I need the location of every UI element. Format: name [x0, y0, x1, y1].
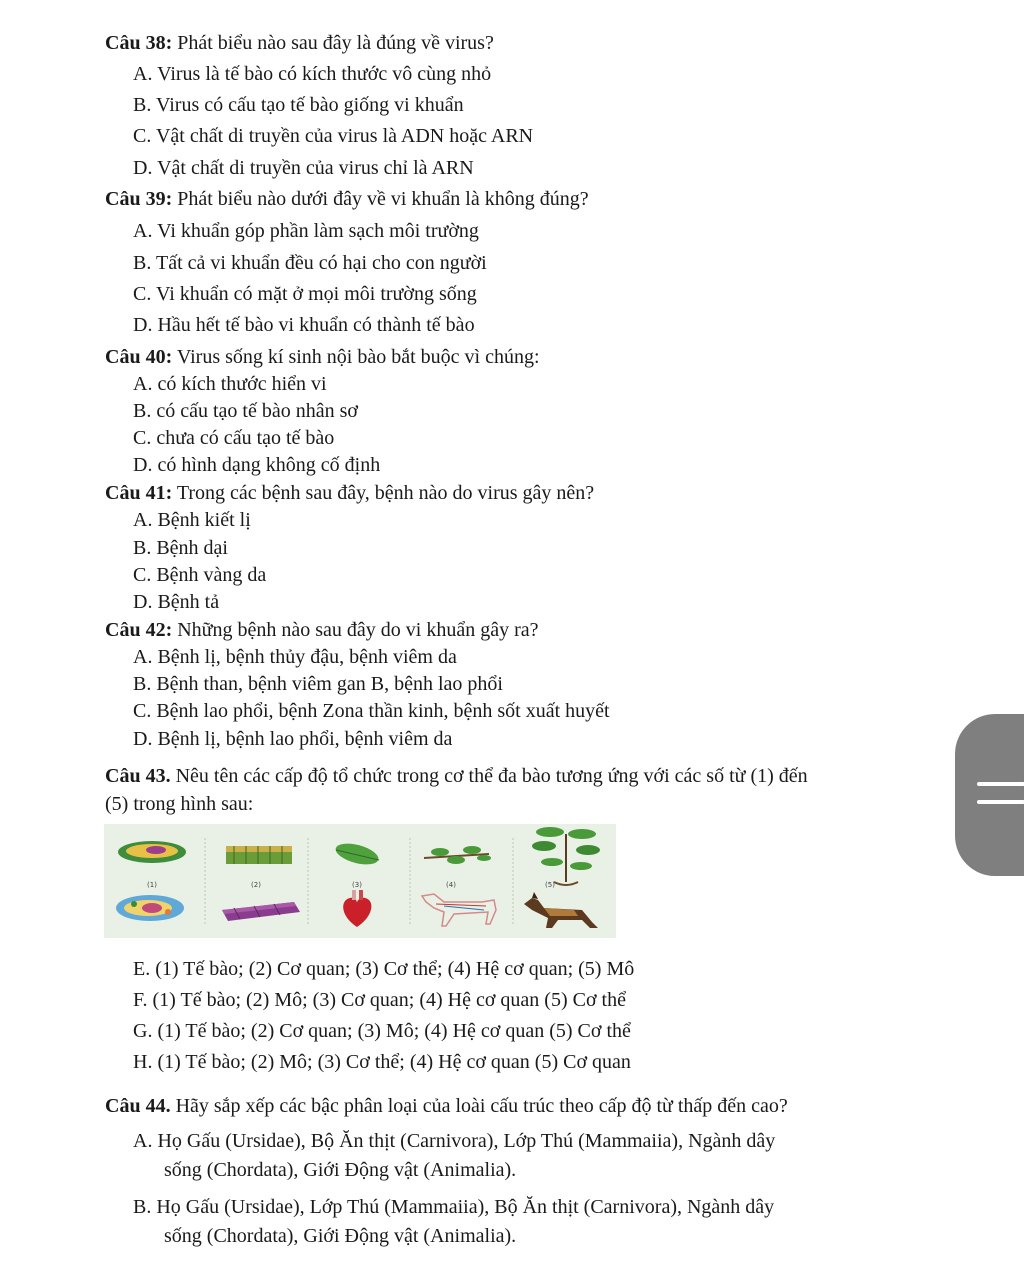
question-40 [105, 346, 540, 369]
leaf-icon [333, 840, 380, 869]
figure-label-5: (5) [545, 881, 555, 889]
question-text: Virus sống kí sinh nội bào bắt buộc vì chúng: [172, 346, 540, 368]
answer-option: B. Bệnh dại [133, 537, 228, 559]
dog-icon [524, 892, 598, 928]
answer-option: D. có hình dạng không cố định [133, 454, 381, 476]
question-text: Hãy sắp xếp các bậc phân loại của loài cấu trúc theo cấp độ từ thấp đến cao? [170, 1095, 788, 1117]
question-39 [105, 188, 589, 211]
question-text: Phát biểu nào sau đây là đúng về virus? [172, 32, 494, 54]
answer-option: E. (1) Tế bào; (2) Cơ quan; (3) Cơ thể; (4) Hệ cơ quan; (5) Mô [133, 958, 635, 980]
answer-option: C. Vi khuẩn có mặt ở mọi môi trường sống [133, 283, 477, 305]
answer-option: F. (1) Tế bào; (2) Mô; (3) Cơ quan; (4) Hệ cơ quan (5) Cơ thể [133, 989, 626, 1011]
question-text: Phát biểu nào dưới đây về vi khuẩn là không đúng? [172, 188, 589, 210]
figure-label-1: (1) [147, 881, 157, 889]
question-text: Nêu tên các cấp độ tổ chức trong cơ thể đa bào tương ứng với các số từ (1) đến [170, 765, 808, 787]
answer-option-line: sống (Chordata), Giới Động vật (Animalia). [164, 1225, 517, 1247]
organization-levels-figure [104, 824, 616, 938]
heart-icon [343, 890, 371, 927]
answer-option: D. Vật chất di truyền của virus chỉ là ARN [133, 157, 474, 179]
answer-option: C. Bệnh vàng da [133, 564, 267, 586]
answer-option: B. Tất cả vi khuẩn đều có hại cho con người [133, 252, 487, 274]
question-38 [105, 32, 494, 55]
question-label: Câu 41: [105, 482, 173, 504]
answer-option: C. Vật chất di truyền của virus là ADN hoặc ARN [133, 125, 534, 147]
question-label: Câu 44. [105, 1095, 171, 1117]
answer-option: A. Vi khuẩn góp phần làm sạch môi trường [133, 220, 479, 242]
question-label: Câu 42: [105, 619, 173, 641]
answer-option-line: B. Họ Gấu (Ursidae), Lớp Thú (Mammaiia), Bộ Ăn thịt (Carnivora), Ngành dây [133, 1196, 775, 1218]
dog-organ-system-icon [422, 894, 496, 926]
answer-option: B. Bệnh than, bệnh viêm gan B, bệnh lao phổi [133, 673, 503, 695]
answer-option: A. có kích thước hiển vi [133, 373, 327, 395]
plant-shoot-icon [424, 846, 491, 864]
handle-grip-line [977, 800, 1024, 804]
answer-option: D. Bệnh lị, bệnh lao phổi, bệnh viêm da [133, 728, 453, 750]
scroll-handle[interactable] [955, 714, 1024, 876]
answer-option: G. (1) Tế bào; (2) Cơ quan; (3) Mô; (4) Hệ cơ quan (5) Cơ thể [133, 1020, 631, 1042]
question-44 [105, 1095, 788, 1118]
answer-option: C. Bệnh lao phổi, bệnh Zona thần kinh, bệnh sốt xuất huyết [133, 700, 610, 722]
answer-option: B. có cấu tạo tế bào nhân sơ [133, 400, 358, 422]
question-text: Những bệnh nào sau đây do vi khuẩn gây ra? [172, 619, 539, 641]
answer-option-line: sống (Chordata), Giới Động vật (Animalia). [164, 1159, 517, 1181]
answer-option: D. Hầu hết tế bào vi khuẩn có thành tế bào [133, 314, 475, 336]
answer-option: A. Bệnh lị, bệnh thủy đậu, bệnh viêm da [133, 646, 457, 668]
question-42 [105, 619, 539, 642]
question-label: Câu 43. [105, 765, 171, 787]
plant-cell-icon [118, 841, 186, 863]
figure-label-4: (4) [446, 881, 456, 889]
muscle-tissue-icon [222, 902, 300, 921]
answer-option: D. Bệnh tả [133, 591, 220, 613]
answer-option: A. Virus là tế bào có kích thước vô cùng nhỏ [133, 63, 492, 85]
question-text: Trong các bệnh sau đây, bệnh nào do virus gây nên? [172, 482, 595, 504]
figure-illustration [104, 824, 616, 938]
question-label: Câu 38: [105, 32, 173, 54]
answer-option: H. (1) Tế bào; (2) Mô; (3) Cơ thể; (4) Hệ cơ quan (5) Cơ quan [133, 1051, 631, 1073]
question-label: Câu 40: [105, 346, 173, 368]
plant-tissue-icon [226, 846, 292, 864]
answer-option-line: A. Họ Gấu (Ursidae), Bộ Ăn thịt (Carnivora), Lớp Thú (Mammaiia), Ngành dây [133, 1130, 776, 1152]
answer-option: B. Virus có cấu tạo tế bào giống vi khuẩn [133, 94, 464, 116]
answer-option: C. chưa có cấu tạo tế bào [133, 427, 335, 449]
animal-cell-icon [116, 895, 184, 921]
figure-label-2: (2) [251, 881, 261, 889]
answer-option: A. Bệnh kiết lị [133, 509, 251, 531]
question-43 [105, 765, 808, 788]
question-label: Câu 39: [105, 188, 173, 210]
question-41 [105, 482, 594, 505]
question-text-continued: (5) trong hình sau: [105, 793, 254, 815]
whole-plant-icon [532, 827, 600, 885]
handle-grip-line [977, 782, 1024, 786]
figure-label-3: (3) [352, 881, 362, 889]
